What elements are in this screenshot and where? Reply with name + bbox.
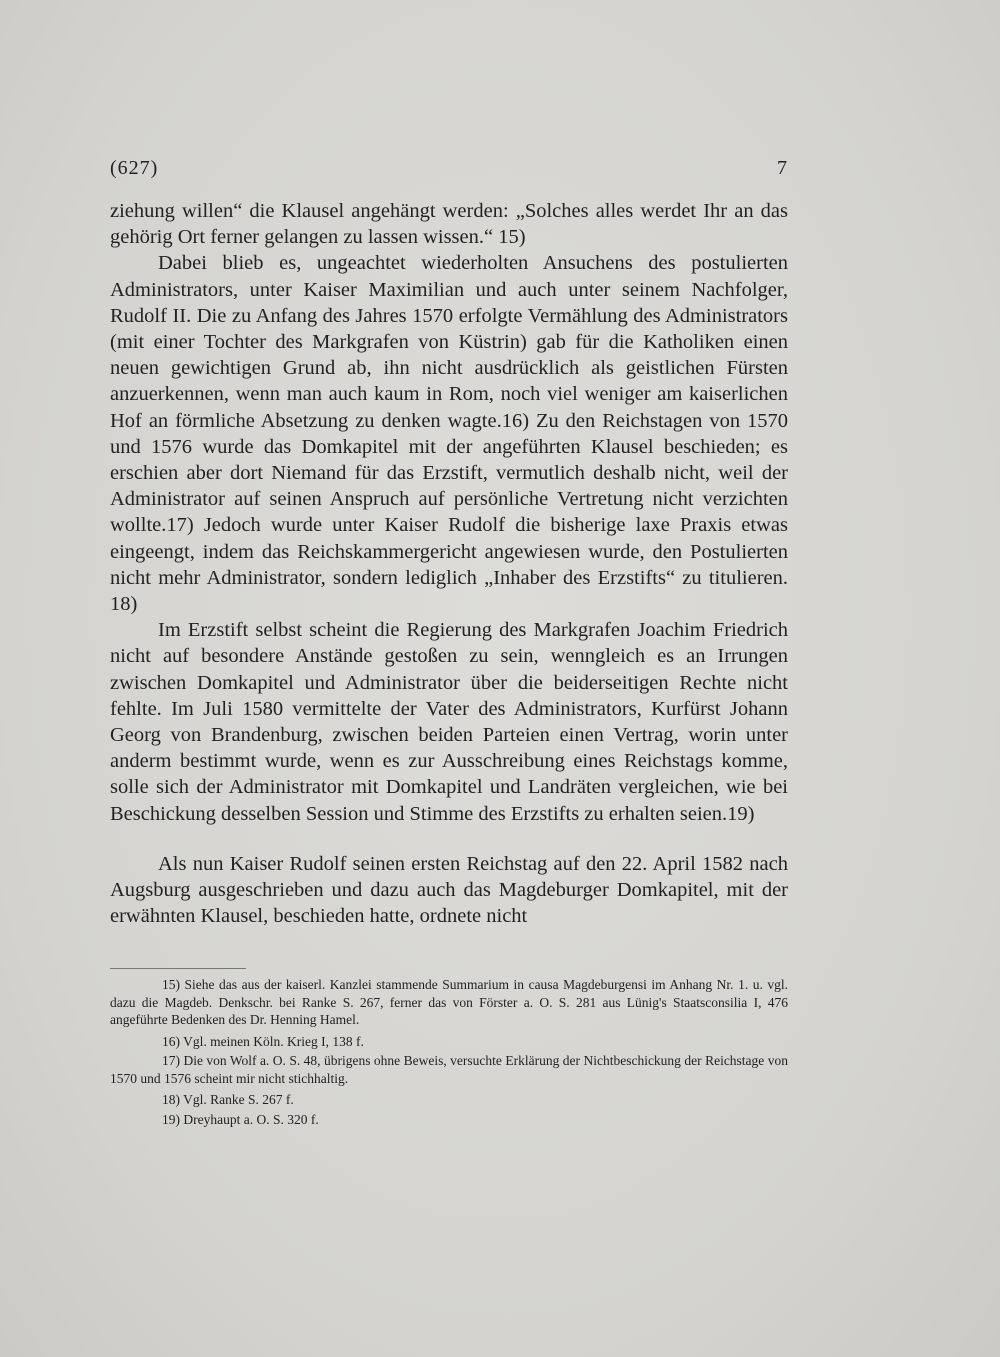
paragraph-3: Im Erzstift selbst scheint die Regierung des Markgrafen Joachim Friedrich nicht auf besondere Anstände gestoßen zu sein, wenngleich es an Irrungen zwischen Domkapitel und Administrator über die beiderseitigen Rechte nicht fehlte. Im Juli 1580 vermittelte der Vater des Administrators, Kurfürst Johann Georg von Brandenburg, zwischen beiden Parteien einen Vertrag, worin unter anderm bestimmt wurde, wenn es zur Ausschreibung eines Reichstags komme, solle sich der Administrator mit Domkapitel und Landräten vergleichen, wie bei Beschickung desselben Session und Stimme des Erzstifts zu erhalten seien.19) — [110, 619, 788, 825]
footnote-divider — [110, 968, 246, 969]
footnote-19: 19) Dreyhaupt a. O. S. 320 f. — [162, 1111, 319, 1127]
main-text — [110, 198, 788, 929]
paragraph-4: Als nun Kaiser Rudolf seinen ersten Reichstag auf den 22. April 1582 nach Augsburg ausgeschrieben und dazu auch das Magdeburger Domkapitel, mit der erwähnten Klausel, beschieden hatte, ordnete nicht — [110, 852, 788, 928]
section-number: (627) — [110, 157, 159, 179]
footnote-17: 17) Die von Wolf a. O. S. 48, übrigens ohne Beweis, versuchte Erklärung der Nichtbeschickung der Reichstage von 1570 und 1576 scheint mir nicht stichhaltig. — [110, 1053, 788, 1086]
footnote-15: 15) Siehe das aus der kaiserl. Kanzlei stammende Summarium in causa Magdeburgensi im Anhang Nr. 1. u. vgl. dazu die Magdeb. Denkschr. bei Ranke S. 267, ferner das von Förster a. O. S. 281 aus Lünig's Staatsconsilia I, 476 angeführte Bedenken des Dr. Henning Hamel. — [110, 977, 788, 1027]
page-header — [110, 157, 788, 180]
paragraph-1: ziehung willen“ die Klausel angehängt werden: „Solches alles werdet Ihr an das gehörig Ort ferner gelangen zu lassen wissen.“ 15) — [110, 200, 788, 249]
paragraph-2: Dabei blieb es, ungeachtet wiederholten Ansuchens des postulierten Administrators, unter Kaiser Maximilian und auch unter seinem Nachfolger, Rudolf II. Die zu Anfang des Jahres 1570 erfolgte Vermählung des Administrators (mit einer Tochter des Markgrafen von Küstrin) gab für die Katholiken einen neuen gewichtigen Grund ab, ihn nicht ausdrücklich als geistlichen Fürsten anzuerkennen, wenn man auch kaum in Rom, noch viel weniger am kaiserlichen Hof an förmliche Absetzung zu denken wagte.16) Zu den Reichstagen von 1570 und 1576 wurde das Domkapitel mit der angeführten Klausel beschieden; es erschien aber dort Niemand für das Erzstift, vermutlich deshalb nicht, weil der Administrator auf seinen Anspruch auf persönliche Vertretung nicht verzichten wollte.17) Jedoch wurde unter Kaiser Rudolf die bisherige laxe Praxis etwas eingeengt, indem das Reichskammergericht angewiesen wurde, den Postulierten nicht mehr Administrator, sondern lediglich „Inhaber des Erzstifts“ zu titulieren. 18) — [110, 252, 788, 616]
page-number: 7 — [777, 157, 788, 179]
footnotes — [110, 976, 788, 1130]
footnote-16: 16) Vgl. meinen Köln. Krieg I, 138 f. — [162, 1033, 364, 1049]
footnote-18: 18) Vgl. Ranke S. 267 f. — [162, 1092, 294, 1107]
